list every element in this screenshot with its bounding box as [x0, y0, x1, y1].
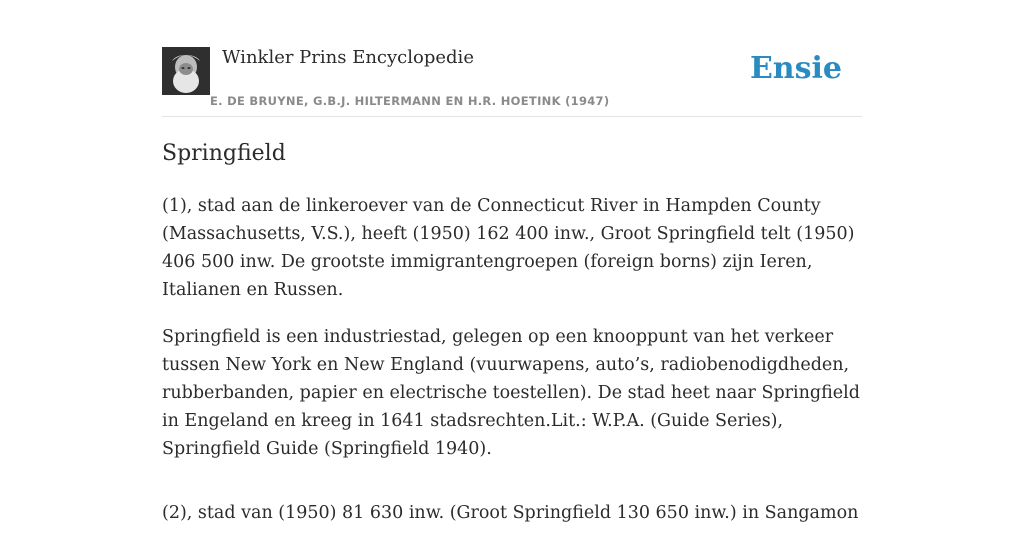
paragraph: Springfield is een industriestad, gelegen op een knooppunt van het verkeer tussen New York en New England (vuurwapens, auto’s, radiobenodigdheden, rubberbanden, papier en electrische toestellen). De stad heet naar Springfield in Engeland en kreeg in 1641 stadsrechten.Lit.: W.P.A. (Guide Series), Springfield Guide (Springfield 1940). — [162, 327, 860, 459]
article-title: Springfield — [162, 141, 286, 166]
paragraph: (2), stad van (1950) 81 630 inw. (Groot Springfield 130 650 inw.) in Sangamon — [162, 503, 859, 523]
article-body — [162, 192, 862, 546]
page — [162, 0, 862, 523]
source-title[interactable]: Winkler Prins Encyclopedie — [222, 47, 474, 68]
portrait-icon — [162, 47, 210, 95]
paragraph: (1), stad aan de linkeroever van de Connecticut River in Hampden County (Massachusetts, V.S.), heeft (1950) 162 400 inw., Groot Springfield telt (1950) 406 500 inw. De grootste immigrantengroepen (foreign borns) zijn Ieren, Italianen en Russen. — [162, 196, 855, 300]
ensie-logo[interactable]: Ensie — [749, 51, 842, 86]
source-authors: E. DE BRUYNE, G.B.J. HILTERMANN EN H.R. HOETINK (1947) — [210, 94, 610, 108]
source-header — [162, 0, 862, 117]
author-avatar[interactable] — [162, 47, 210, 95]
